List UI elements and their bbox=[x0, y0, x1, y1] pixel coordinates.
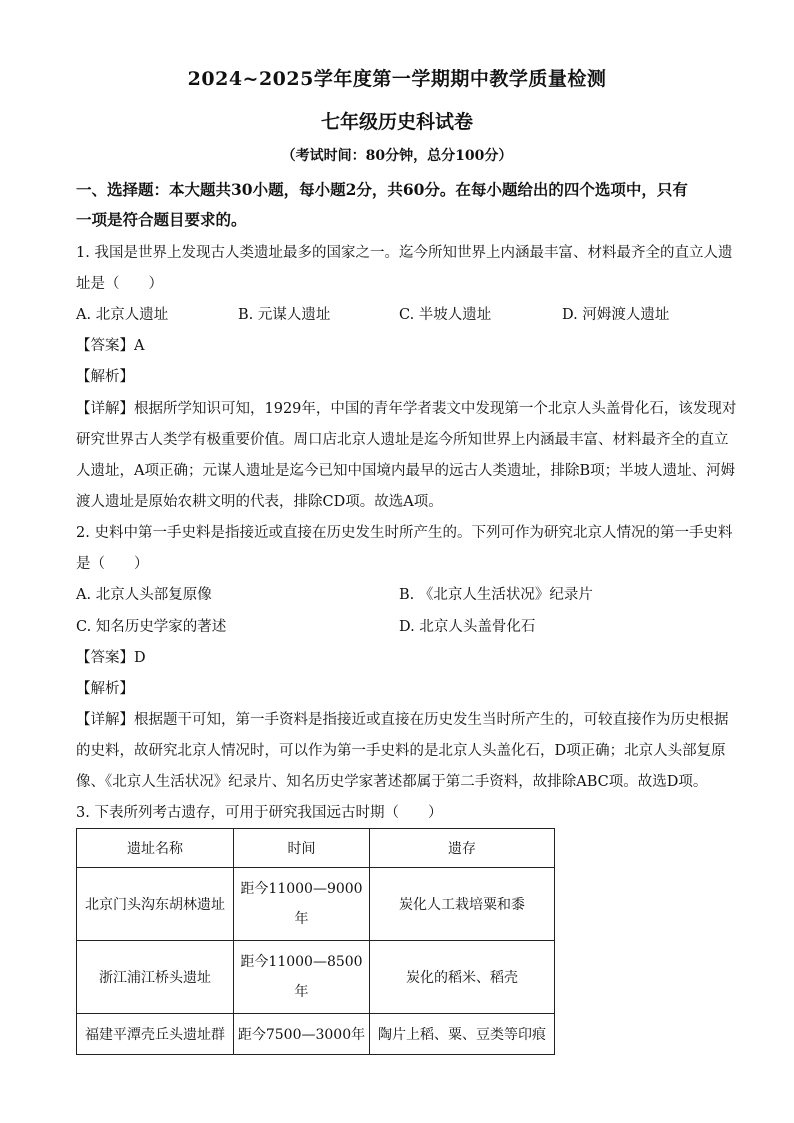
table-cell-site: 北京门头沟东胡林遗址 bbox=[77, 868, 234, 941]
q2-option-a: A. 北京人头部复原像 bbox=[76, 587, 212, 603]
table-cell-time: 距今7500—3000年 bbox=[234, 1014, 370, 1055]
exam-subtitle: 七年级历史科试卷 bbox=[320, 111, 473, 133]
table-cell-time-part1: 距今11000—8500 bbox=[240, 954, 363, 970]
q2-detail-line3: 像、《北京人生活状况》纪录片、知名历史学家著述都属于第二手资料，故排除ABC项。故选D项。 bbox=[76, 774, 708, 790]
table-cell-time bbox=[234, 941, 370, 1014]
q2-stem-line1: 2. 史料中第一手史料是指接近或直接在历史发生时所产生的。下列可作为研究北京人情况的第一手史料 bbox=[76, 525, 733, 541]
table-row bbox=[77, 1014, 555, 1055]
table-cell-time bbox=[234, 868, 370, 941]
table-header-remains: 遗存 bbox=[370, 829, 555, 868]
q3-stem: 3. 下表所列考古遗存，可用于研究我国远古时期（ ） bbox=[76, 805, 443, 821]
q1-option-d: D. 河姆渡人遗址 bbox=[562, 307, 670, 323]
table-cell-site: 福建平潭壳丘头遗址群 bbox=[77, 1014, 234, 1055]
q2-stem-line2: 是（ ） bbox=[76, 556, 149, 572]
q1-detail-line1: 【详解】根据所学知识可知，1929年，中国的青年学者裴文中发现第一个北京人头盖骨化石，该发现对 bbox=[76, 401, 737, 417]
section-heading-line2: 一项是符合题目要求的。 bbox=[76, 210, 247, 229]
q2-answer: 【答案】D bbox=[76, 650, 146, 666]
q1-option-a: A. 北京人遗址 bbox=[76, 307, 169, 323]
table-cell-site: 浙江浦江桥头遗址 bbox=[77, 941, 234, 1014]
archaeology-table bbox=[76, 828, 555, 1055]
table-cell-time-part2: 年 bbox=[294, 984, 309, 1000]
table-cell-time-part2: 年 bbox=[294, 911, 309, 927]
table-row bbox=[77, 941, 555, 1014]
table-cell-remains: 炭化人工栽培粟和黍 bbox=[370, 868, 555, 941]
q2-detail-line1: 【详解】根据题干可知，第一手资料是指接近或直接在历史发生当时所产生的，可较直接作为历史根据 bbox=[76, 712, 729, 728]
q2-analysis-label: 【解析】 bbox=[76, 681, 134, 697]
q2-option-d: D. 北京人头盖骨化石 bbox=[399, 619, 536, 635]
q1-option-c: C. 半坡人遗址 bbox=[399, 307, 492, 323]
q1-option-b: B. 元谋人遗址 bbox=[238, 307, 331, 323]
table-row bbox=[77, 868, 555, 941]
exam-title: 2024~2025学年度第一学期期中教学质量检测 bbox=[187, 68, 607, 90]
table-header-row bbox=[77, 829, 555, 868]
table-header-time: 时间 bbox=[234, 829, 370, 868]
q2-option-b: B. 《北京人生活状况》纪录片 bbox=[399, 587, 593, 603]
q2-detail-line2: 的史料，故研究北京人情况时，可以作为第一手史料的是北京人头盖化石，D项正确；北京人头部复原 bbox=[76, 743, 726, 759]
q1-detail-line4: 渡人遗址是原始农耕文明的代表，排除CD项。故选A项。 bbox=[76, 494, 443, 510]
section-heading-line1: 一、选择题：本大题共30小题，每小题2分，共60分。在每小题给出的四个选项中，只有 bbox=[76, 180, 688, 199]
table-cell-time-part1: 距今11000—9000 bbox=[240, 881, 363, 897]
q1-detail-line3: 人遗址，A项正确；元谋人遗址是迄今已知中国境内最早的远古人类遗址，排除B项；半坡人遗址、河姆 bbox=[76, 463, 736, 479]
q1-detail-line2: 研究世界古人类学有极重要价值。周口店北京人遗址是迄今所知世界上内涵最丰富、材料最齐全的直立 bbox=[76, 432, 729, 448]
table-header-site: 遗址名称 bbox=[77, 829, 234, 868]
q2-option-c: C. 知名历史学家的著述 bbox=[76, 619, 227, 635]
exam-info: （考试时间：80分钟，总分100分） bbox=[281, 148, 513, 164]
table-cell-remains: 陶片上稻、粟、豆类等印痕 bbox=[370, 1014, 555, 1055]
table-cell-remains: 炭化的稻米、稻壳 bbox=[370, 941, 555, 1014]
q1-stem-line1: 1. 我国是世界上发现古人类遗址最多的国家之一。迄今所知世界上内涵最丰富、材料最齐全的直立人遗 bbox=[76, 245, 733, 261]
q1-answer: 【答案】A bbox=[76, 338, 145, 354]
q1-analysis-label: 【解析】 bbox=[76, 369, 134, 385]
q1-stem-line2: 址是（ ） bbox=[76, 276, 163, 292]
